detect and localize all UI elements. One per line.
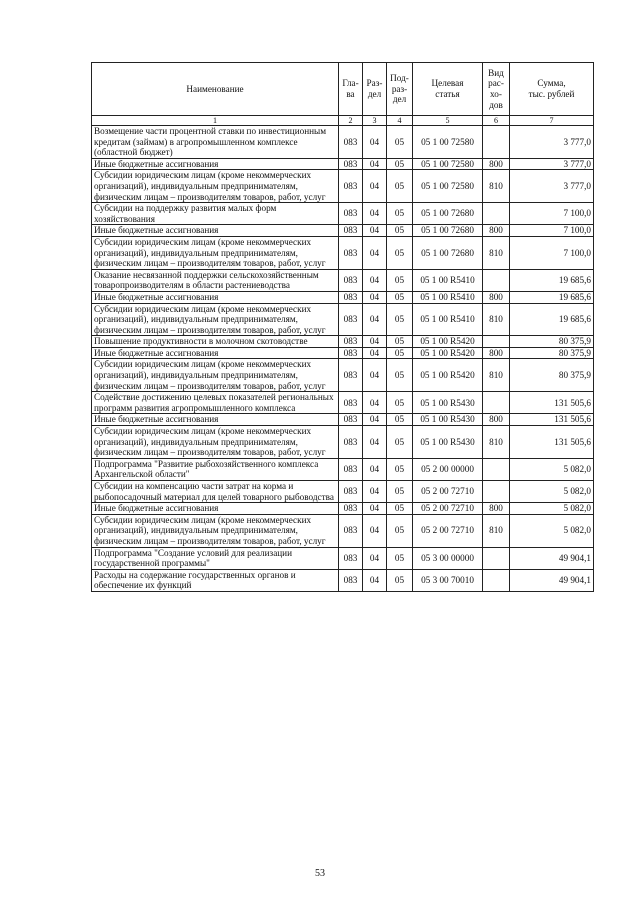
row-podrazdel-cell: 05 (387, 203, 413, 225)
row-podrazdel-cell: 05 (387, 303, 413, 336)
row-target-cell: 05 1 00 R5430 (413, 426, 483, 459)
row-expense-type-cell (483, 269, 510, 291)
table-row (92, 236, 594, 269)
row-razdel-cell: 04 (363, 236, 387, 269)
table-row (92, 359, 594, 392)
row-target-cell: 05 1 00 72580 (413, 170, 483, 203)
row-name-cell: Субсидии юридическим лицам (кроме некоммерческих организаций), индивидуальным предпринимателям, физическим лицам – производителям товаров, работ, услуг (92, 426, 339, 459)
row-sum-cell: 3 777,0 (510, 158, 594, 170)
row-sum-cell: 3 777,0 (510, 126, 594, 159)
table-body (92, 126, 594, 592)
row-target-cell: 05 1 00 R5420 (413, 359, 483, 392)
row-target-cell: 05 1 00 R5420 (413, 347, 483, 359)
table-row (92, 414, 594, 426)
row-target-cell: 05 1 00 R5410 (413, 303, 483, 336)
row-razdel-cell: 04 (363, 269, 387, 291)
row-glava-cell: 083 (339, 336, 363, 348)
row-sum-cell: 131 505,6 (510, 426, 594, 459)
row-podrazdel-cell: 05 (387, 359, 413, 392)
row-name-cell: Субсидии на компенсацию части затрат на корма и рыбопосадочный материал для целей товарного рыбоводства (92, 481, 339, 503)
row-expense-type-cell: 810 (483, 170, 510, 203)
row-podrazdel-cell: 05 (387, 347, 413, 359)
row-glava-cell: 083 (339, 569, 363, 591)
row-target-cell: 05 1 00 72680 (413, 203, 483, 225)
table-row (92, 126, 594, 159)
row-razdel-cell: 04 (363, 336, 387, 348)
row-podrazdel-cell: 05 (387, 291, 413, 303)
row-target-cell: 05 2 00 00000 (413, 458, 483, 480)
row-name-cell: Иные бюджетные ассигнования (92, 347, 339, 359)
row-target-cell: 05 2 00 72710 (413, 514, 483, 547)
table-row (92, 225, 594, 237)
row-glava-cell: 083 (339, 236, 363, 269)
row-name-cell: Субсидии юридическим лицам (кроме некоммерческих организаций), индивидуальным предпринимателям, физическим лицам – производителям товаров, работ, услуг (92, 359, 339, 392)
header-sum: Сумма, тыс. рублей (510, 63, 594, 116)
table-row (92, 336, 594, 348)
row-razdel-cell: 04 (363, 291, 387, 303)
column-number: 6 (483, 116, 510, 126)
row-target-cell: 05 2 00 72710 (413, 481, 483, 503)
header-razdel: Раз- дел (363, 63, 387, 116)
row-sum-cell: 49 904,1 (510, 569, 594, 591)
table-row (92, 503, 594, 515)
column-number: 7 (510, 116, 594, 126)
row-sum-cell: 5 082,0 (510, 481, 594, 503)
row-expense-type-cell: 810 (483, 426, 510, 459)
row-sum-cell: 7 100,0 (510, 236, 594, 269)
table-row (92, 426, 594, 459)
row-sum-cell: 7 100,0 (510, 225, 594, 237)
row-glava-cell: 083 (339, 347, 363, 359)
row-expense-type-cell (483, 569, 510, 591)
row-target-cell: 05 3 00 00000 (413, 547, 483, 569)
row-target-cell: 05 1 00 R5430 (413, 414, 483, 426)
row-sum-cell: 80 375,9 (510, 347, 594, 359)
row-podrazdel-cell: 05 (387, 481, 413, 503)
row-expense-type-cell: 810 (483, 236, 510, 269)
row-target-cell: 05 1 00 72680 (413, 236, 483, 269)
column-number: 3 (363, 116, 387, 126)
row-glava-cell: 083 (339, 426, 363, 459)
row-name-cell: Субсидии юридическим лицам (кроме некоммерческих организаций), индивидуальным предпринимателям, физическим лицам – производителям товаров, работ, услуг (92, 514, 339, 547)
row-razdel-cell: 04 (363, 392, 387, 414)
row-expense-type-cell: 800 (483, 503, 510, 515)
row-razdel-cell: 04 (363, 569, 387, 591)
row-glava-cell: 083 (339, 359, 363, 392)
row-razdel-cell: 04 (363, 303, 387, 336)
row-sum-cell: 80 375,9 (510, 336, 594, 348)
page-number: 53 (315, 868, 325, 879)
column-number-row (92, 116, 594, 126)
row-sum-cell: 3 777,0 (510, 170, 594, 203)
row-expense-type-cell: 810 (483, 303, 510, 336)
row-glava-cell: 083 (339, 170, 363, 203)
row-name-cell: Подпрограмма "Развитие рыбохозяйственного комплекса Архангельской области" (92, 458, 339, 480)
row-podrazdel-cell: 05 (387, 170, 413, 203)
table-row (92, 514, 594, 547)
row-glava-cell: 083 (339, 126, 363, 159)
row-expense-type-cell (483, 458, 510, 480)
row-name-cell: Субсидии юридическим лицам (кроме некоммерческих организаций), индивидуальным предпринимателям, физическим лицам – производителям товаров, работ, услуг (92, 236, 339, 269)
row-podrazdel-cell: 05 (387, 569, 413, 591)
row-name-cell: Иные бюджетные ассигнования (92, 503, 339, 515)
row-sum-cell: 19 685,6 (510, 303, 594, 336)
row-glava-cell: 083 (339, 481, 363, 503)
row-target-cell: 05 1 00 R5410 (413, 269, 483, 291)
row-expense-type-cell (483, 547, 510, 569)
table-row (92, 458, 594, 480)
row-sum-cell: 5 082,0 (510, 503, 594, 515)
row-expense-type-cell (483, 126, 510, 159)
row-podrazdel-cell: 05 (387, 458, 413, 480)
row-expense-type-cell: 800 (483, 291, 510, 303)
budget-table (91, 62, 594, 592)
row-podrazdel-cell: 05 (387, 414, 413, 426)
row-podrazdel-cell: 05 (387, 336, 413, 348)
table-row (92, 203, 594, 225)
row-name-cell: Субсидии юридическим лицам (кроме некоммерческих организаций), индивидуальным предпринимателям, физическим лицам – производителям товаров, работ, услуг (92, 170, 339, 203)
row-glava-cell: 083 (339, 225, 363, 237)
table-row (92, 569, 594, 591)
row-glava-cell: 083 (339, 203, 363, 225)
row-expense-type-cell: 800 (483, 158, 510, 170)
row-target-cell: 05 1 00 72580 (413, 126, 483, 159)
row-sum-cell: 131 505,6 (510, 414, 594, 426)
row-razdel-cell: 04 (363, 170, 387, 203)
row-expense-type-cell: 800 (483, 225, 510, 237)
row-name-cell: Иные бюджетные ассигнования (92, 291, 339, 303)
row-name-cell: Иные бюджетные ассигнования (92, 225, 339, 237)
column-number: 5 (413, 116, 483, 126)
row-glava-cell: 083 (339, 514, 363, 547)
row-name-cell: Расходы на содержание государственных органов и обеспечение их функций (92, 569, 339, 591)
row-sum-cell: 19 685,6 (510, 291, 594, 303)
row-name-cell: Подпрограмма "Создание условий для реализации государственной программы" (92, 547, 339, 569)
row-podrazdel-cell: 05 (387, 236, 413, 269)
row-razdel-cell: 04 (363, 158, 387, 170)
row-razdel-cell: 04 (363, 414, 387, 426)
row-target-cell: 05 1 00 72580 (413, 158, 483, 170)
table-row (92, 347, 594, 359)
row-sum-cell: 80 375,9 (510, 359, 594, 392)
row-sum-cell: 7 100,0 (510, 203, 594, 225)
row-target-cell: 05 1 00 72680 (413, 225, 483, 237)
row-name-cell: Субсидии юридическим лицам (кроме некоммерческих организаций), индивидуальным предпринимателям, физическим лицам – производителям товаров, работ, услуг (92, 303, 339, 336)
header-podrazdel: Под- раз- дел (387, 63, 413, 116)
row-razdel-cell: 04 (363, 458, 387, 480)
row-glava-cell: 083 (339, 291, 363, 303)
row-name-cell: Возмещение части процентной ставки по инвестиционным кредитам (займам) в агропромышленном комплексе (областной бюджет) (92, 126, 339, 159)
row-podrazdel-cell: 05 (387, 158, 413, 170)
column-number: 1 (92, 116, 339, 126)
row-sum-cell: 5 082,0 (510, 514, 594, 547)
table-row (92, 269, 594, 291)
row-podrazdel-cell: 05 (387, 514, 413, 547)
budget-table-sheet (91, 62, 593, 592)
row-sum-cell: 49 904,1 (510, 547, 594, 569)
table-row (92, 170, 594, 203)
row-glava-cell: 083 (339, 414, 363, 426)
row-glava-cell: 083 (339, 392, 363, 414)
row-razdel-cell: 04 (363, 547, 387, 569)
row-expense-type-cell (483, 203, 510, 225)
row-podrazdel-cell: 05 (387, 503, 413, 515)
row-sum-cell: 131 505,6 (510, 392, 594, 414)
row-expense-type-cell: 800 (483, 414, 510, 426)
row-sum-cell: 5 082,0 (510, 458, 594, 480)
row-name-cell: Оказание несвязанной поддержки сельскохозяйственным товаропроизводителям в области растениеводства (92, 269, 339, 291)
table-header (92, 63, 594, 126)
row-podrazdel-cell: 05 (387, 225, 413, 237)
row-podrazdel-cell: 05 (387, 547, 413, 569)
header-name: Наименование (92, 63, 339, 116)
row-expense-type-cell (483, 481, 510, 503)
row-razdel-cell: 04 (363, 203, 387, 225)
row-target-cell: 05 1 00 R5430 (413, 392, 483, 414)
row-sum-cell: 19 685,6 (510, 269, 594, 291)
row-expense-type-cell (483, 336, 510, 348)
row-razdel-cell: 04 (363, 426, 387, 459)
row-name-cell: Иные бюджетные ассигнования (92, 158, 339, 170)
table-row (92, 303, 594, 336)
row-glava-cell: 083 (339, 269, 363, 291)
row-name-cell: Содействие достижению целевых показателей региональных программ развития агропромышленного комплекса (92, 392, 339, 414)
row-expense-type-cell: 800 (483, 347, 510, 359)
row-razdel-cell: 04 (363, 481, 387, 503)
row-glava-cell: 083 (339, 503, 363, 515)
header-target-article: Целевая статья (413, 63, 483, 116)
header-glava: Гла- ва (339, 63, 363, 116)
row-name-cell: Повышение продуктивности в молочном скотоводстве (92, 336, 339, 348)
row-podrazdel-cell: 05 (387, 126, 413, 159)
column-number: 2 (339, 116, 363, 126)
row-expense-type-cell: 810 (483, 514, 510, 547)
row-glava-cell: 083 (339, 158, 363, 170)
row-glava-cell: 083 (339, 547, 363, 569)
row-name-cell: Субсидии на поддержку развития малых форм хозяйствования (92, 203, 339, 225)
row-target-cell: 05 3 00 70010 (413, 569, 483, 591)
row-glava-cell: 083 (339, 303, 363, 336)
row-glava-cell: 083 (339, 458, 363, 480)
row-razdel-cell: 04 (363, 225, 387, 237)
row-podrazdel-cell: 05 (387, 392, 413, 414)
row-target-cell: 05 2 00 72710 (413, 503, 483, 515)
row-expense-type-cell (483, 392, 510, 414)
column-number: 4 (387, 116, 413, 126)
row-razdel-cell: 04 (363, 347, 387, 359)
table-row (92, 158, 594, 170)
table-row (92, 392, 594, 414)
row-target-cell: 05 1 00 R5420 (413, 336, 483, 348)
row-name-cell: Иные бюджетные ассигнования (92, 414, 339, 426)
row-razdel-cell: 04 (363, 126, 387, 159)
header-expense-type: Вид рас- хо- дов (483, 63, 510, 116)
table-row (92, 481, 594, 503)
row-podrazdel-cell: 05 (387, 426, 413, 459)
row-razdel-cell: 04 (363, 359, 387, 392)
row-razdel-cell: 04 (363, 503, 387, 515)
table-row (92, 291, 594, 303)
row-expense-type-cell: 810 (483, 359, 510, 392)
table-row (92, 547, 594, 569)
row-podrazdel-cell: 05 (387, 269, 413, 291)
row-target-cell: 05 1 00 R5410 (413, 291, 483, 303)
row-razdel-cell: 04 (363, 514, 387, 547)
